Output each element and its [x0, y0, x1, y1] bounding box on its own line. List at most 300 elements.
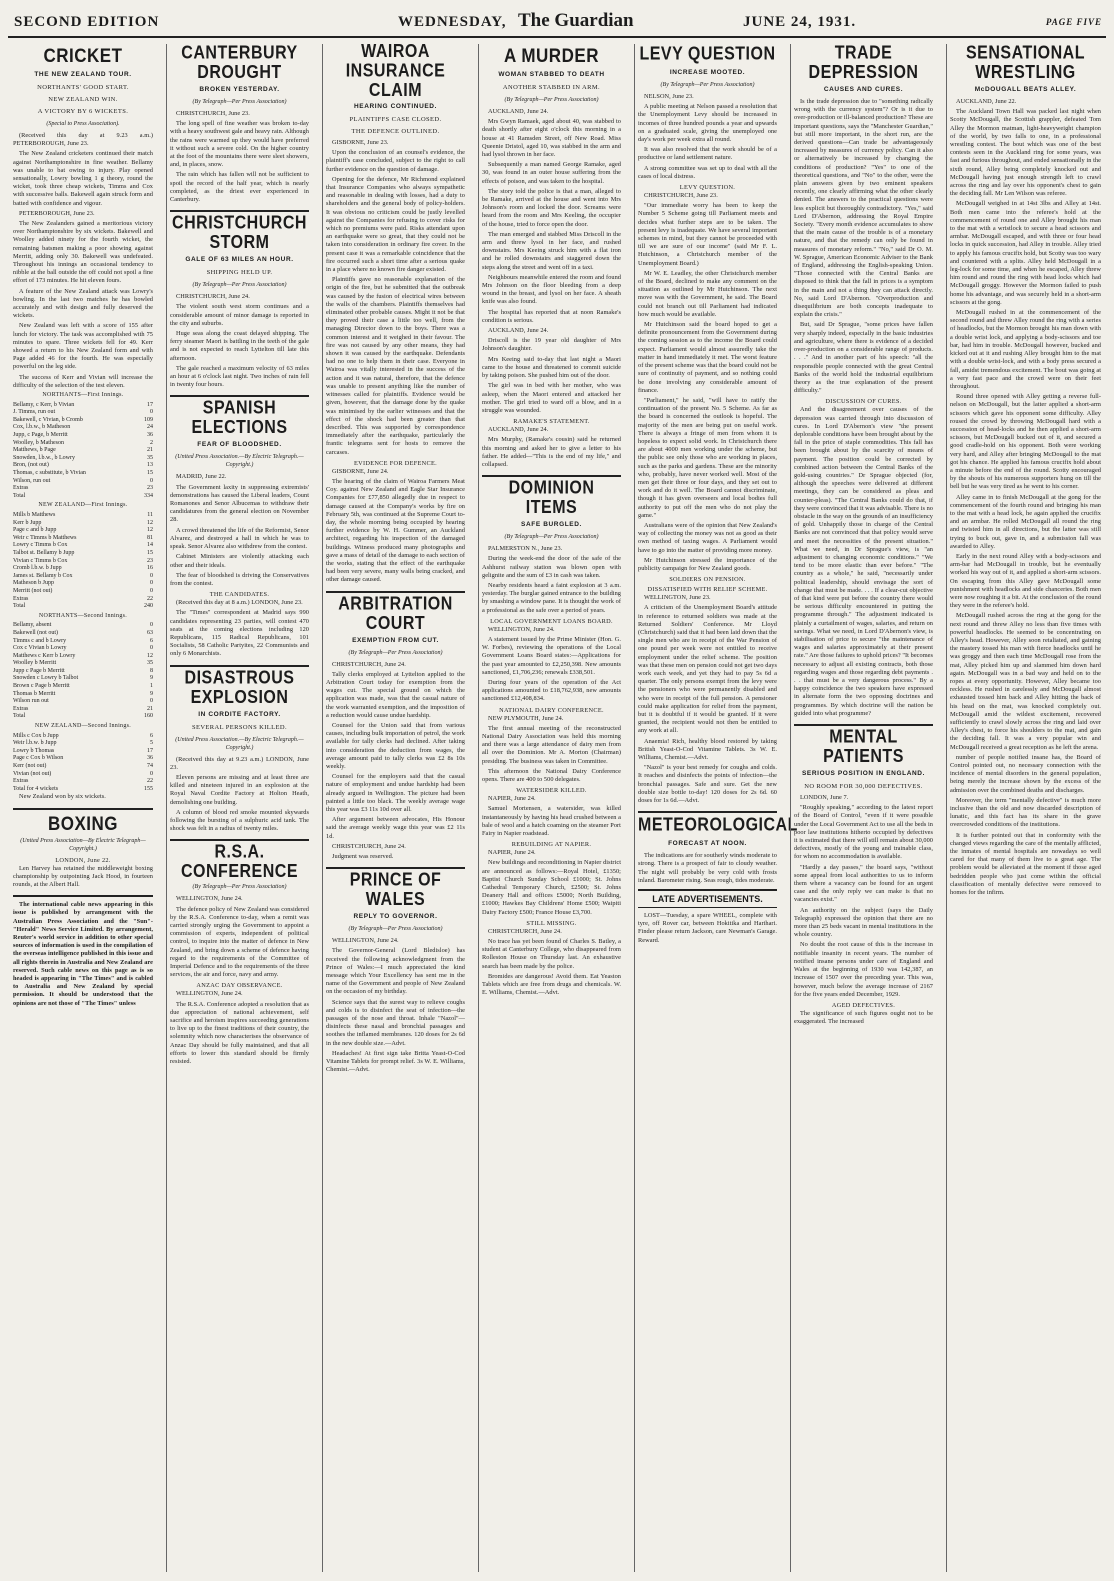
article-divider [326, 591, 465, 593]
runs: 13 [147, 462, 153, 469]
scorecard [13, 392, 153, 500]
batsman: Cox c Vivian b Lowry [13, 645, 67, 652]
scorecard-row [13, 402, 153, 410]
article-headline: MENTAL PATIENTS [823, 727, 904, 767]
paragraph: Driscoll is the 19 year old daughter of Mrs Johnson's daughter. [482, 337, 621, 353]
column-5 [634, 44, 798, 1572]
runs: 0 [150, 587, 153, 594]
article-headline: METEOROLOGICAL [638, 815, 798, 836]
runs: 0 [150, 622, 153, 629]
paragraph: "Our immediate worry has been to keep the Number 5 Scheme going till Parliament meets and decides what further steps are to be taken. The present levy is inadequate. We have several important schemes in mind, but they cannot be proceeded with till we are sure of our income" (said Mr F. L. Hutchinson, a Christchurch member of the Unemployment Board.) [638, 202, 777, 267]
scorecard-row [13, 493, 153, 501]
scorecard-heading: NEW ZEALAND—First Innings. [38, 502, 128, 509]
batsman: James st. Bellamy b Cox [13, 572, 73, 579]
paragraph: The defence policy of New Zealand was considered by the R.S.A. Conference to-day, when a remit was carried strongly urging the Government to appoint a commission of experts, independent of political control, to inquire into the matter of defence in New Zealand, and bring down a scheme of defence having regard to the requirements of the Committee of Imperial Defence and to the requirements of the three services, the air and force, navy and army. [170, 905, 310, 979]
batsman: Weir l.b.w. b Jupp [13, 740, 57, 747]
scorecard-row [13, 603, 153, 611]
batsman: J. Timms, run out [13, 409, 56, 416]
paragraph: CHRISTCHURCH, June 24. [332, 660, 406, 668]
article-credit: (By Telegraph—Per Press Association) [192, 99, 287, 105]
paragraph: A column of blood red smoke mounted skywards following the bursting of a sulphuric acid tank. The shock was felt in a radius of twenty miles. [170, 808, 309, 833]
article-credit: (Special to Press Association). [46, 121, 120, 127]
article-subheading: GALE OF 63 MILES AN HOUR. [185, 256, 294, 264]
paragraph: Anaemia! Rich, healthy blood restored by taking British Yeast-O-Cod Vitamine Tablets. 3s W. E. Williams, Chemist.—Advt. [638, 737, 777, 762]
scorecard-row [13, 565, 153, 573]
scorecard-row [13, 668, 153, 676]
batsman: Thomas, c substitute, b Vivian [13, 470, 86, 477]
batsman: Mills b Matthews [13, 512, 56, 518]
runs: 24 [147, 424, 153, 431]
batsman: Woolley, b Matheson [13, 439, 64, 446]
article [170, 398, 309, 658]
paragraph: "Roughly speaking," according to the latest report of the Board of Control, "even if it were possible under the Local Government Act to use all the beds in poor law institutions hitherto occupied by defectives it is estimated that there will still remain about 30,000 defectives, mostly of the young and trainable class, for whom no accommodation is available. [794, 804, 933, 861]
batsman: Page c Cox b Wilson [13, 755, 64, 762]
paragraph: This afternoon the National Dairy Conference opens. There are 400 to 500 delegates. [482, 767, 621, 783]
paragraph: New Zealand was left with a score of 155 after lunch for victory. The task was accomplished with 75 minutes to spare. Three wickets fell for 49. Kerr showed a return to his New Zealand form and with Page added 46 for the fourth. He was especially powerful on the leg side. [13, 322, 153, 371]
column-7 [946, 44, 1104, 1572]
article-headline: SENSATIONAL WRESTLING [966, 43, 1085, 83]
runs: 5 [150, 740, 153, 747]
paragraph: But, said Dr Sprague, "some prices have fallen very sharply indeed, especially in the basic industries and agriculture, where there is evidence of a decided over-production on a considerable range of products. . . ." And in another part of his speech: "all the responsible people connected with the great Central Banks of the world hold the industrial equilibrium theory as the true explanation of the present difficulty." [794, 321, 933, 395]
article-headline: CHRISTCHURCH STORM [172, 213, 307, 253]
batsman: Total [13, 492, 26, 499]
article-credit: (United Press Association—By Electric Telegraph—Copyright.) [20, 837, 146, 852]
runs: 155 [144, 785, 153, 792]
paragraph: An authority on the subject (says the Daily Telegraph) expressed the opinion that there are no more than 25 beds vacant in mental institutions in the whole country. [794, 906, 933, 939]
runs: 160 [144, 713, 153, 720]
batsman: Extras [13, 778, 29, 785]
dateline: DISCUSSION OF CURES. [825, 398, 902, 406]
batsman: Vivian (not out) [13, 770, 52, 777]
batsman: Vivian c Timms b Cox [13, 557, 68, 564]
article-credit: (By Telegraph—Per Press Association) [504, 534, 599, 541]
paragraph: Australians were of the opinion that New Zealand's way of collecting the money was not as good as their own method of taxing wages. A Parliament would have to go into the matter of providing more money. [638, 521, 777, 554]
scorecard [13, 502, 153, 610]
article-divider [638, 811, 777, 813]
paragraph: number of people notified insane has, the Board of Control pointed out, no necessary connection with the incidence of mental disorders in the general population, being merely the increase shown by the excess of the admission over the combined deaths and discharges. [950, 753, 1101, 794]
paragraph: AUCKLAND, June 24. [488, 327, 549, 335]
scorecard-row [13, 588, 153, 596]
paragraph: The Governor-General (Lord Bledisloe) has received the following acknowledgment from the Prince of Wales:—I much appreciated the kind message which Your Excellency has sent me in the name of the Government and people of New Zealand on the occasion of my birthday. [326, 947, 465, 996]
article [794, 43, 933, 718]
batsman: Matheson b Jupp [13, 580, 54, 587]
batsman: Bellamy, absent [13, 622, 52, 629]
scorecard-row [13, 432, 153, 440]
article-headline: ARBITRATION COURT [338, 594, 453, 634]
article [326, 594, 465, 862]
scorecard-heading: NORTHANTS—First Innings. [42, 392, 124, 399]
scorecard-row [13, 573, 153, 581]
batsman: Page c and b Jupp [13, 527, 57, 534]
paragraph: New buildings and reconditioning in Napier district are announced as follows:—Royal Hotel, £1350; Baptist Church Sunday School £1000; St. Johns Cathedral Temporary Church, £2500; St. Johns Deanery Hall and offices £5000; North Building, £1000; Hawkes Bay Childrens' Home £500; Waipiti Dairy Factory £500; France House £3,700. [482, 859, 621, 916]
batsman: Bakewell (not out) [13, 629, 58, 636]
article-divider [170, 665, 309, 667]
paragraph: The significance of such figures ought not to be exaggerated. The increased [794, 1009, 933, 1026]
runs: 6 [150, 732, 153, 739]
scorecard-row [13, 645, 153, 653]
scorecard-row [13, 698, 153, 706]
paragraph: A crowd threatened the life of the Reformist, Senor Alvarez, and destroyed a hall in which he was to speak. Senor Alvarez also withdrew from the contest. [170, 526, 309, 551]
scorecard-row [13, 596, 153, 604]
scorecard-row [13, 675, 153, 683]
paper-title: The Guardian [518, 10, 634, 31]
runs: 12 [147, 652, 153, 659]
edition-label: SECOND EDITION [14, 14, 160, 30]
article-headline: CANTERBURY DROUGHT [181, 43, 298, 83]
article-headline: SPANISH ELECTIONS [191, 398, 288, 439]
paragraph: The R.S.A. Conference adopted a resolution that as due appreciation of national achievement, self sacrifice and heroism inspires succeeding generations to live up to the finest traditions of their country, the solemnity which now characterises the observance of Anzac Day should be fully maintained, and that all efforts to lower this standard should be firmly resisted. [170, 1000, 309, 1066]
scorecard [13, 613, 153, 721]
runs: 22 [147, 595, 153, 602]
paragraph: "Hardly a day passes," the board says, "without some appeal from local authorities to us to inform them where a vacancy can be found for an urgent case and the only reply we can make is that no vacancies exist." [794, 863, 933, 904]
runs: 2 [150, 439, 153, 446]
batsman: Mills c Cox b Jupp [13, 732, 59, 739]
paragraph: NELSON, June 23. [644, 93, 694, 100]
paragraph: (Received this day at 9.23 a.m.) LONDON, June 23. [170, 755, 309, 771]
page-number: PAGE FIVE [1045, 17, 1102, 27]
article-divider [170, 210, 309, 212]
dateline: LEVY QUESTION. [679, 184, 736, 192]
article-headline: R.S.A. CONFERENCE [180, 842, 298, 882]
classified-advertisement: LOST—Tuesday, a spare WHEEL, complete with tyre, off Rover car, between Hokitika and Harihari. Finder please return Jackson, care Newman's Garage. Reward. [638, 912, 777, 944]
scorecard-row [13, 542, 153, 550]
scorecard-row [13, 740, 153, 748]
paragraph: And the disagreement over causes of the depression was carried through into discussion of cures. In Lord D'Abernon's view "the present deplorable conditions have been brought about by the fall in the price of staple commodities. This fall has been brought about by the scarcity of means of payment. The position could be corrected by combined action between the Central Banks of the gold-using countries." Dr Sprague objected (for, although the speeches were delivered at different meetings, they can be considered as pleas and counter-pleas). "The Central Banks could do that, if they were convinced that it was advisable. There is no obstacle in the way on the grounds of an insufficiency of gold. Unhappily those in charge of the Central Banks are not convinced that that policy would serve and meet the necessities of the present situation." What we need, in Dr Sprague's view, is "an adjustment to changing economic conditions." "We tend to be more elastic than ever before." "The country as a whole," he said, "necessarily under political leadership, should envisage the sort of change that must be made. . . . If a clear-cut objective of that kind were put before the country there would be serious difficulty encountered in putting the programme through." The adjustment indicated is plainly a curtailment of wages, salaries, and return on savings. What we need, in Lord D'Abernon's view, is stabilisation of price to secure "the maintenance of wages and salaries approximately at their present rate." Are those failures to uphold prices? "It becomes necessary to adjust all existing contracts, both those regarding wages and those regarding debt payments . . . that must be a very dangerous process." By a happy coincidence the two speakers have expressed in alternate form the two opposing doctrines and programmes. By which doctrine will the nation be guided into what programme? [794, 406, 933, 717]
article-credit: (By Telegraph—Per Press Association) [660, 82, 755, 88]
article-subheading: REPLY TO GOVERNOR. [353, 913, 438, 921]
batsman: Timms c and b Lowry [13, 637, 67, 644]
paragraph: LONDON, June 7. [800, 794, 849, 802]
dateline: RAMAKE'S STATEMENT. [513, 418, 590, 426]
paragraph: The indications are for southerly winds moderate to strong. There is a prospect of fair to cloudy weather. The night will probably be very cold with frosts inland. Barometer rising. Seas rough, tides moderate. [638, 852, 777, 884]
batsman: Thomas b Merritt [13, 690, 56, 697]
dateline: ANZAC DAY OBSERVANCE. [196, 982, 283, 990]
article-subheading: A VICTORY BY 6 WICKETS. [37, 108, 129, 115]
scorecard-row [13, 733, 153, 741]
paragraph: Mr W. E. Leadley, the other Christchurch member of the Board, declined to make any comment on the situation as outlined by Mr Hutchinson. The next move was with the Government, he said. The Board could not branch out till Parliament had indicated how much would be available. [638, 269, 777, 318]
batsman: Cox, l.b.w., b Matheson [13, 424, 71, 431]
runs: 23 [147, 485, 153, 492]
scorecard-row [13, 527, 153, 535]
batsman: Bron, (not out) [13, 462, 49, 469]
batsman: Matthews c Kerr b Lowry [13, 652, 76, 659]
article-subheading: EXEMPTION FROM CUT. [352, 636, 439, 644]
paragraph: Counsel for the employers said that the casual nature of employment and undue hardship had been already argued in Wellington. The picture had been painted a little too black. The weekly average wage this year was £3 11s 10d over all. [326, 773, 465, 814]
scorecard-row [13, 440, 153, 448]
paragraph: NEW PLYMOUTH, June 24. [488, 714, 564, 722]
paragraph: Tally clerks employed at Lyttelton applied to the Arbitration Court today for exemption from the wages cut. The special ground on which the application was made, was that the casual nature of the work warranted exemption, and the imposition of a reduction would cause undue hardship. [326, 670, 465, 719]
column-3 [322, 44, 468, 1572]
paragraph: Mrs Murphy, (Ramake's cousin) said he returned this morning and asked her to give a letter to his father. He added—"This is the end of my life," and collapsed. [482, 436, 621, 468]
article-credit: (By Telegraph—Per Press Association) [192, 884, 287, 891]
paragraph: CHRISTCHURCH, June 24. [332, 842, 406, 850]
article-divider [482, 475, 621, 477]
runs: 15 [147, 470, 153, 477]
paragraph: Mrs Gwyn Ramaek, aged about 40, was stabbed to death shortly after eight o'clock this morning in a house at 41 Ramsden Street, off New Road. Miss Queenie Dristol, aged 10, was stabbed in the arm and had lysol thrown in her face. [482, 118, 621, 159]
article-subheading: SHIPPING HELD UP. [206, 269, 273, 277]
runs: 63 [147, 629, 153, 636]
scorecard-row [13, 520, 153, 528]
paragraph: WELLINGTON, June 23. [644, 594, 711, 602]
paragraph: GISBORNE, June 23. [332, 139, 389, 146]
paragraph: CHRISTCHURCH, June 24. [176, 293, 250, 301]
scorecard-row [13, 630, 153, 638]
scorecard-row [13, 771, 153, 779]
runs: 0 [150, 698, 153, 705]
article-headline: DISASTROUS EXPLOSION [184, 667, 295, 708]
paragraph: The success of Kerr and Vivian will increase the difficulty of the selection of the test eleven. [13, 373, 153, 389]
paragraph: PETERBOROUGH, June 23. [19, 209, 95, 217]
column-1 [10, 44, 156, 1572]
paragraph: No doubt the root cause of this is the increase in notifiable insanity in recent years. The number of notified insane persons under care of England and Wales at the beginning of 1930 was 142,387, an increase of 1507 over the preceding year. This was, however, much below the average increase of 2167 for the five years ended December, 1929. [794, 941, 933, 998]
runs: 12 [147, 527, 153, 534]
runs: 6 [150, 637, 153, 644]
article-headline: LEVY QUESTION [639, 44, 776, 65]
paragraph: Neighbours meanwhile entered the room and found Mrs Johnson on the floor bleeding from a deep wound in the breast, and lysol on her face. A sheath knife was also found. [482, 273, 621, 306]
scorecard-row [13, 447, 153, 455]
article [170, 43, 309, 204]
article-subheading: NEW ZEALAND WIN. [48, 96, 118, 103]
scorecard-row [13, 485, 153, 493]
runs: 14 [147, 542, 153, 549]
batsman: Extras [13, 705, 29, 712]
scorecard-row [13, 424, 153, 432]
paragraph: Cabinet Ministers are violently attacking each other and their ideals. [170, 553, 309, 569]
runs: 17 [147, 401, 153, 408]
paragraph: (Received this day at 8 a.m.) LONDON, June 23. [176, 599, 303, 607]
article-subheading: WOMAN STABBED TO DEATH [498, 71, 605, 78]
batsman: Extras [13, 485, 29, 492]
runs: 11 [147, 512, 153, 518]
paragraph: Upon the conclusion of an counsel's evidence, the plaintiff's case concluded, subject to the right to call further evidence on the question of damage. [326, 149, 465, 173]
day-label: WEDNESDAY, [398, 14, 507, 30]
article [638, 815, 798, 885]
article-headline: DOMINION ITEMS [508, 478, 595, 518]
paragraph: WELLINGTON, June 24. [176, 990, 243, 998]
paragraph: Alley came in to finish McDougall at the gong for the commencement of the fourth round and bringing his man to the mat with a head lock, he again applied the crucifix and an armbar. He rolled McDougall all round the ring and twisted him in all directions, but the latter was still trying to buck out, gave in, and a submission fall was awarded to Alley. [950, 493, 1101, 550]
paragraph: Nearby residents heard a faint explosion at 3 a.m. yesterday. The burglar gained entrance to the building by smashing a window pane. It is thought the work of a professional as the safe over a period of years. [482, 581, 621, 614]
paragraph: NAPIER, June 24. [488, 849, 536, 857]
article-divider [170, 395, 309, 397]
paragraph: PALMERSTON N., June 23. [488, 545, 563, 553]
paragraph: Plaintiffs gave no reasonable explanation of the origin of the fire, but he submitted that the outbreak was caused by the fusion of electrical wires between the walls of the chambers. Plaintiffs themselves had eliminated other probable causes. Might it not be that they proved their case a little too well, from the managing Director down to the boys. There was a common interest and it weighed in their favour. The fire was not caused by any other means, they had shown it was caused by the earthquake. Defendants had no one to help them in their case. Everyone in Wairoa was vitally interested in the success of the action and it was natural, therefore, that the defence was unable to present anything like the number of witnesses called for plaintiffs. Evidence would be given, however, that the damage done by the quake was minimised by the earlier witnesses and that the effect of the shock had been greater than that described. This was supported by correspondence immediately after the earthquake, particularly the frantic telegrams sent for hosts to remove the carcases. [326, 276, 465, 456]
scorecard-row [13, 713, 153, 721]
paragraph: A feature of the New Zealand attack was Lowry's bowling. In the last two matches he has bowled accurately and with design and fully deserved the wickets. [13, 287, 153, 320]
article-credit: (By Telegraph—Per Press Association) [504, 97, 599, 103]
paragraph: McDougall weighed in at 14st 3lbs and Alley at 14st. Both men came into the referee's hold at the commencement of round one and Alley brought his man to the mat with a wristlock to secure a head scissors and armbar. McDougall escaped, and with three or four head locks in quick succession, had Alley in trouble. Alley tried to apply his famous crucifix hold, but Scotty was too wary and countered with a splits. Alley held McDougall in a leg-lock for some time, and when he escaped, Alley threw him round and round the ring with head locks which had McDougall groggy. However the Mormon failed to push home his advantage, and was securely held in a short-arm scissors at the gong. [950, 200, 1101, 306]
paragraph: Judgment was reserved. [332, 853, 394, 861]
masthead [8, 10, 1106, 38]
runs: 16 [147, 565, 153, 572]
paragraph: Len Harvey has retained the middleweight boxing championship by outpointing Jack Hood, in fourteen rounds, at the Albert Hall. [13, 864, 153, 888]
article-subheading: HEARING CONTINUED. [353, 103, 438, 110]
paragraph: Mr Hutchinson said the board hoped to get a definite pronouncement from the Government during the coming session as to the income the Board could expect. Parliament would almost assuredly take the matter in hand immediately it met. The worst feature of the present scheme was that the board could not be sure of continuity of payment, and so nothing could be done involving any considerable amount of finance. [638, 321, 777, 394]
article-divider [13, 808, 153, 810]
article [170, 842, 310, 1066]
paragraph: A statement issued by the Prime Minister (Hon. G. W. Forbes), reviewing the operations of the Local Government Loans Board states:—Applications for the past year amounted to £2,250,398. New amounts sanctioned, £1,706,236; renewals £338,501. [482, 635, 621, 676]
batsman: Matthews, b Page [13, 447, 56, 454]
runs: 23 [147, 557, 153, 564]
paragraph: LONDON, June 22. [55, 856, 111, 864]
paragraph: It is further pointed out that in conformity with the changed views regarding the care of the mentally afflicted, the inmates of mental hospitals are nowadays so well cared for that many of them live to a great age. The problem would be alleviated at the moment if those aged bedridden people who just come within the official classification of mentally defective were removed to homes for the infirm. [950, 831, 1101, 897]
scorecard-row [13, 755, 153, 763]
scorecard-heading: NEW ZEALAND—Second Innings. [34, 723, 132, 730]
paragraph: WELLINGTON, June 24. [176, 895, 243, 903]
runs: 12 [147, 519, 153, 526]
article-subheading: SAFE BURGLED. [521, 521, 582, 529]
paragraph: Counsel for the Union said that from various causes, including bulk importation of petrol, the work available for tally clerks had declined. After taking into consideration the deduction from wages, the average amount paid to tally clerks was £2 8s 10s weekly. [326, 721, 465, 770]
paragraph: Bromides are dangerous! Avoid them. Eat Yeaston Tablets which are free from drugs and chemicals. W. E. Williams, Chemist.—Advt. [482, 972, 621, 997]
paragraph: Huge seas along the coast delayed shipping. The ferry steamer Maori is battling in the teeth of the gale and is not expected to reach Lyttelton till late this afternoon. [170, 330, 309, 362]
dateline: THE CANDIDATES. [209, 591, 270, 599]
scorecard-row [13, 580, 153, 588]
scorecard-row [13, 691, 153, 699]
runs: 81 [147, 534, 153, 541]
article [482, 478, 621, 997]
batsman: Total [13, 713, 26, 720]
runs: 0 [150, 580, 153, 587]
paragraph: Moreover, the term "mentally defective" is much more inclusive than the old and now discarded description of lunatic, and this fact has its share in the grave overcrowded conditions of the institutions. [950, 796, 1101, 829]
batsman: Jupp c Page b Merritt [13, 667, 65, 674]
scorecard-row [13, 638, 153, 646]
paragraph: The Auckland Town Hall was packed last night when Scotty McDougall, the Scottish grappler, defeated Tom Alley the Mormon matman, light-heavyweight champion of the world, by two falls to one, in a professional wrestling contest. The bout which was one of the best contests seen in the Auckland ring for some years, was fast and furious throughout, and ended sensationally in the sixth round, Alley being completely knocked out and McDougall having just enough strength left to crawl across the ring and lay over his opponent's chest to gain the deciding fall. Mr Len Wilson was referee. [950, 108, 1101, 198]
paragraph: Round three opened with Alley getting a reverse full-nelson on McDougall, but the latter applied a short-arm scissors which gave his opponent some difficulty. Alley roused the crowd by throwing McDougall hard with a succession of head-locks and he then applied a short-arm scissors, but McDougall bucked out of it, and secured a good cradle-hold on his opponent. Both were working very hard, and Alley after bringing McDougall to the mat got his chance. He applied his famous crucifix hold about a minute before the end of the round. Scotty encouraged by the shouts of his numerous supporters hung on till the bell but he was very tired as he went to his corner. [950, 393, 1101, 491]
batsman: Cromb l.b.w. b Jupp [13, 565, 62, 572]
article-headline: TRADE DEPRESSION [808, 43, 919, 83]
column-2 [166, 44, 312, 1572]
article-credit: (By Telegraph—Per Press Association) [192, 282, 287, 289]
runs: 0 [150, 645, 153, 652]
scorecard-row [13, 470, 153, 478]
scorecard-row [13, 409, 153, 417]
paragraph: Science says that the surest way to relieve coughs and colds is to disinfect the seat of infection—the passages of the nose and throat. Inhale "Nazol"—disinfects these nasal and bronchial passages and soothes the inflamed membranes. 120 doses for 2s 6d in the new double size.—Advt. [326, 998, 465, 1047]
batsman: Bakewell, c Vivian, b Cromb [13, 416, 83, 423]
dateline: WATERSIDER KILLED. [516, 787, 587, 795]
paragraph: The New Zealanders gained a meritorious victory over Northamptonshire by six wickets. Bakewell and Woolley added ninety for the fourth wicket, the remaining batsmen making a poor showing against Merritt, adding only 30. Bakewell was undefeated. Throughout his innings an occasional tendency to nibble at the ball outside the off could not spoil a fine effort of 173 minutes. He hit eleven fours. [13, 220, 153, 285]
article-headline: PRINCE OF WALES [349, 870, 442, 910]
paragraph: Mr Hutchinson stressed the importance of the publicity campaign for New Zealand goods. [638, 556, 777, 572]
paragraph: The hospital has reported that at noon Ramake's condition is serious. [482, 308, 621, 324]
runs: 240 [144, 603, 153, 610]
paragraph: (Received this day at 9.23 a.m.) PETERBOROUGH, June 23. [13, 132, 153, 148]
article-headline: BOXING [47, 812, 119, 835]
paragraph: The long spell of fine weather was broken to-day with a heavy southwest gale and heavy rain. Although the rains were warmed up they would have preferred it without such a severe cold. On the higher country at the foot of the mountains there were sleet showers, and, in places, snow. [170, 120, 309, 169]
paragraph: McDougall rushed in at the commencement of the second round and threw Alley round the ring with a series of headlocks, but the Mormon brought his man down with a double wrist lock, and applying a body-scissors and toe bar, had him in trouble. McDougall however, bucked and kicked out at it and rushing Alley brought him to the mat with a double wrist-lock, and with a body press secured a fall, amidst tremendous excitement. The bout was going at a very fast pace and the crowd were on their feet throughout. [950, 309, 1101, 390]
article-subheading: NO ROOM FOR 30,000 DEFECTIVES. [804, 783, 923, 791]
article-headline: CRICKET [43, 44, 123, 67]
article-divider [794, 724, 933, 726]
runs: 0 [150, 477, 153, 484]
runs: 35 [147, 454, 153, 461]
article-subheading: FEAR OF BLOODSHED. [197, 441, 282, 449]
paragraph: CHRISTCHURCH, June 23. [644, 192, 718, 200]
article-credit: (United Press Association.—By Electric Telegraph.—Copyright.) [175, 454, 304, 469]
column-4 [478, 44, 624, 1572]
runs: 0 [150, 572, 153, 579]
runs: 36 [147, 755, 153, 762]
article-divider [170, 839, 309, 841]
runs: 21 [147, 705, 153, 712]
batsman: Weir c Timms b Matthews [13, 534, 77, 541]
batsman: Extras [13, 595, 29, 602]
runs: 15 [147, 549, 153, 556]
batsman: Total [13, 603, 26, 610]
paragraph: CHRISTCHURCH, June 24. [488, 927, 562, 935]
paragraph: AUCKLAND, June 24. [488, 426, 549, 434]
paragraph: AUCKLAND, June 24. [488, 108, 549, 115]
batsman: Brown c Page b Merritt [13, 683, 70, 690]
paragraph: Opening for the defence, Mr Richmond explained that Insurance Companies who always sympathetic and reasonable in dealing with losses, had a duty to shareholders and the general body of policy-holders. It was obvious no criticism could be justly levelled against the Companies for refusing to cover risks for which no premiums were paid. Risks attendant upon an earthquake were so great, that they could not be taken into consideration in ordinary fire cover. In the present case it was a remarkable coincidence that the fire occurred such a short time after a serious quake in a place where no known fire danger existed. [326, 175, 465, 274]
batsman: Total for 4 wickets [13, 785, 59, 792]
dateline: AGED DEFECTIVES. [831, 1001, 896, 1009]
runs: 9 [150, 675, 153, 682]
article-subheading: THE NEW ZEALAND TOUR. [34, 71, 132, 78]
paragraph: WELLINGTON, June 24. [488, 625, 555, 633]
article [950, 43, 1101, 897]
paragraph: McDougall rushed across the ring at the gong for the next round and threw Alley no less than five times with powerful headlocks. He seemed to be concentrating on Alley's head. However, Alley soon retaliated, and gaining the mastery tossed his man with fierce headlocks until he was groggy and then each time McDougall rose from the mat, Alley picked him up and slammed him down hard again. McDougall was in a bad way and held on to the ropes at every opportunity. However, Alley became too reckless. He rushed in carelessly and McDougall almost exhausted tossed him back and Alley hitting the back of his head on the mat, was knocked completely out. McDougall amid the wildest excitement, recovered sufficiently to crawl slowly across the ring and laid over Alley's chest, to force his shoulders to the mat, and gain the deciding fall. It was a very popular win and McDougall received a great reception as he left the arena. [950, 612, 1101, 751]
article-divider [13, 895, 153, 897]
batsman: Wilson, run out [13, 477, 51, 484]
article-subheading: CAUSES AND CURES. [823, 86, 904, 93]
scorecard-row [13, 558, 153, 566]
scorecard-row [13, 748, 153, 756]
paragraph: The fear of bloodshed is driving the Conservatives from the contest. [170, 571, 309, 587]
batsman: Wilson run out [13, 698, 49, 705]
scorecard-row [13, 550, 153, 558]
paragraph: After argument between advocates, His Honour said the average weekly wage this year was £2 11s 1d. [326, 816, 465, 840]
batsman: Kerr (not out) [13, 763, 47, 769]
article-subheading: FORECAST AT NOON. [668, 840, 747, 848]
dateline: REBUILDING AT NAPIER. [511, 841, 592, 849]
dateline: DISSATISFIED WITH RELIEF SCHEME. [647, 586, 768, 594]
paragraph: Is the trade depression due to "something radically wrong with the currency system"? Or is it due to over-production or ill-balanced production? These are important questions, says the "Manchester Guardian," but still more important, in the short run, are the derived questions—Can trade be advantageously increased by measures of currency policy. Can it also or alternatively be increased by changing the conditions of production? "Yes" to one of the theoretical questions, and "No" to the other, were the plain answers given by two eminent speakers recently, one clearly affirming what the other clearly denied. The answers to the practical questions were less explicit but thoroughly contradictory. "Yes," said Lord D'Abernon, addressing the Royal Empire Society. "Every month evidence accumulates to show that the main cause of the trouble is of a monetary nature, and that the remedy can only be found in measures of monetary reform." "No," said Dr O. M. W. Sprague, American Economic Adviser to the Bank of England, addressing the English-speaking Union. "Those connected with the Central Banks are disposed to think that the fall in prices is a symptom in the main and not a thing they can attack directly. No, said Lord D'Abernon. "Overproduction and disequilibrium are both concepts inadequate to explain the crisis." [794, 98, 933, 319]
batsman: Lowry b Thomas [13, 747, 55, 754]
paragraph: Early in the next round Alley with a body-scissors and arm-bar had McDougall in trouble, but he eventually worked his way out of it, and applied a short-arm scissors. On escaping from this Alley gave McDougall some punishment with headlocks and side chanceries. Both men were now roughing it a bit. At the conclusion of the round they were in the referee's hold. [950, 552, 1101, 610]
paragraph: The gale reached a maximum velocity of 63 miles an hour at 6 o'clock last night. Two inches of rain fell in twenty four hours. [170, 364, 309, 389]
paragraph: Samuel Mortensen, a watersider, was killed instantaneously by having his head crushed between a bale of wool and a hatch coaming on the steamer Port Fairy in Napier roadstead. [482, 805, 621, 838]
runs: 334 [144, 492, 153, 499]
batsman: Talbot st. Bellamy b Jupp [13, 549, 75, 556]
article-subheading: SERIOUS POSITION IN ENGLAND. [802, 770, 925, 778]
paragraph: Mrs Keeing said to-day that last night a Maori came to the house and threatened to commit suicide by taking poison. She pushed him out of the door. [482, 355, 621, 380]
article [326, 42, 465, 585]
runs: 17 [147, 747, 153, 754]
article-subheading: McDOUGALL BEATS ALLEY. [974, 86, 1077, 93]
article-subheading: INCREASE MOOTED. [669, 69, 746, 76]
batsman: Bellamy, c Kerr, b Vivian [13, 401, 75, 408]
runs: 0 [150, 770, 153, 777]
article-subheading: THE DEFENCE OUTLINED. [351, 128, 440, 135]
runs: 35 [147, 660, 153, 667]
paragraph: During four years of the operation of the Act applications amounted to £18,762,938, new amounts sanctioned £12,408,834. [482, 678, 621, 703]
article-divider [326, 867, 465, 869]
paragraph: The "Times" correspondent at Madrid says 990 candidates representing 23 parties, will contest 470 seats at the coming elections including 120 Republicans, 115 Radical Republicans, 101 Socialists, 58 Catholic Partyites, 22 Communists and only 6 Monarchists. [170, 609, 309, 658]
runs: 8 [150, 667, 153, 674]
runs: 22 [147, 778, 153, 785]
scorecard-row [13, 778, 153, 786]
article-subheading: SEVERAL PERSONS KILLED. [191, 723, 288, 731]
paragraph: CHRISTCHURCH, June 23. [176, 110, 250, 117]
article [170, 213, 309, 389]
late-advertisements-heading: LATE ADVERTISEMENTS. [638, 889, 777, 908]
runs: 109 [144, 416, 153, 423]
batsman: Kerr b Jupp [13, 519, 42, 526]
dateline: EVIDENCE FOR DEFENCE. [353, 459, 438, 467]
scorecard-heading: NORTHANTS—Second Innings. [38, 612, 128, 619]
runs: 1 [150, 683, 153, 690]
paragraph: "Parliament," he said, "will have to ratify the continuation of the present No. 5 Scheme. As far as the board is concerned the outlook is hopeful. The majority of the men are being put on useful work. There is always a fringe of men from whom it is hopeless to expect solid work. In Christchurch there are about 4000 men working under the scheme, but the public see only those who are working in places, such as the parks and gardens. These are the minority who, probably, have never worked well. Most of the men get their three or four days, and they set out to work and do it well. The Board cannot discriminate, though it has given overseers and local bodies full authority to put off the men who do not play the game." [638, 396, 777, 519]
paragraph: GISBORNE, June 24. [332, 467, 389, 475]
